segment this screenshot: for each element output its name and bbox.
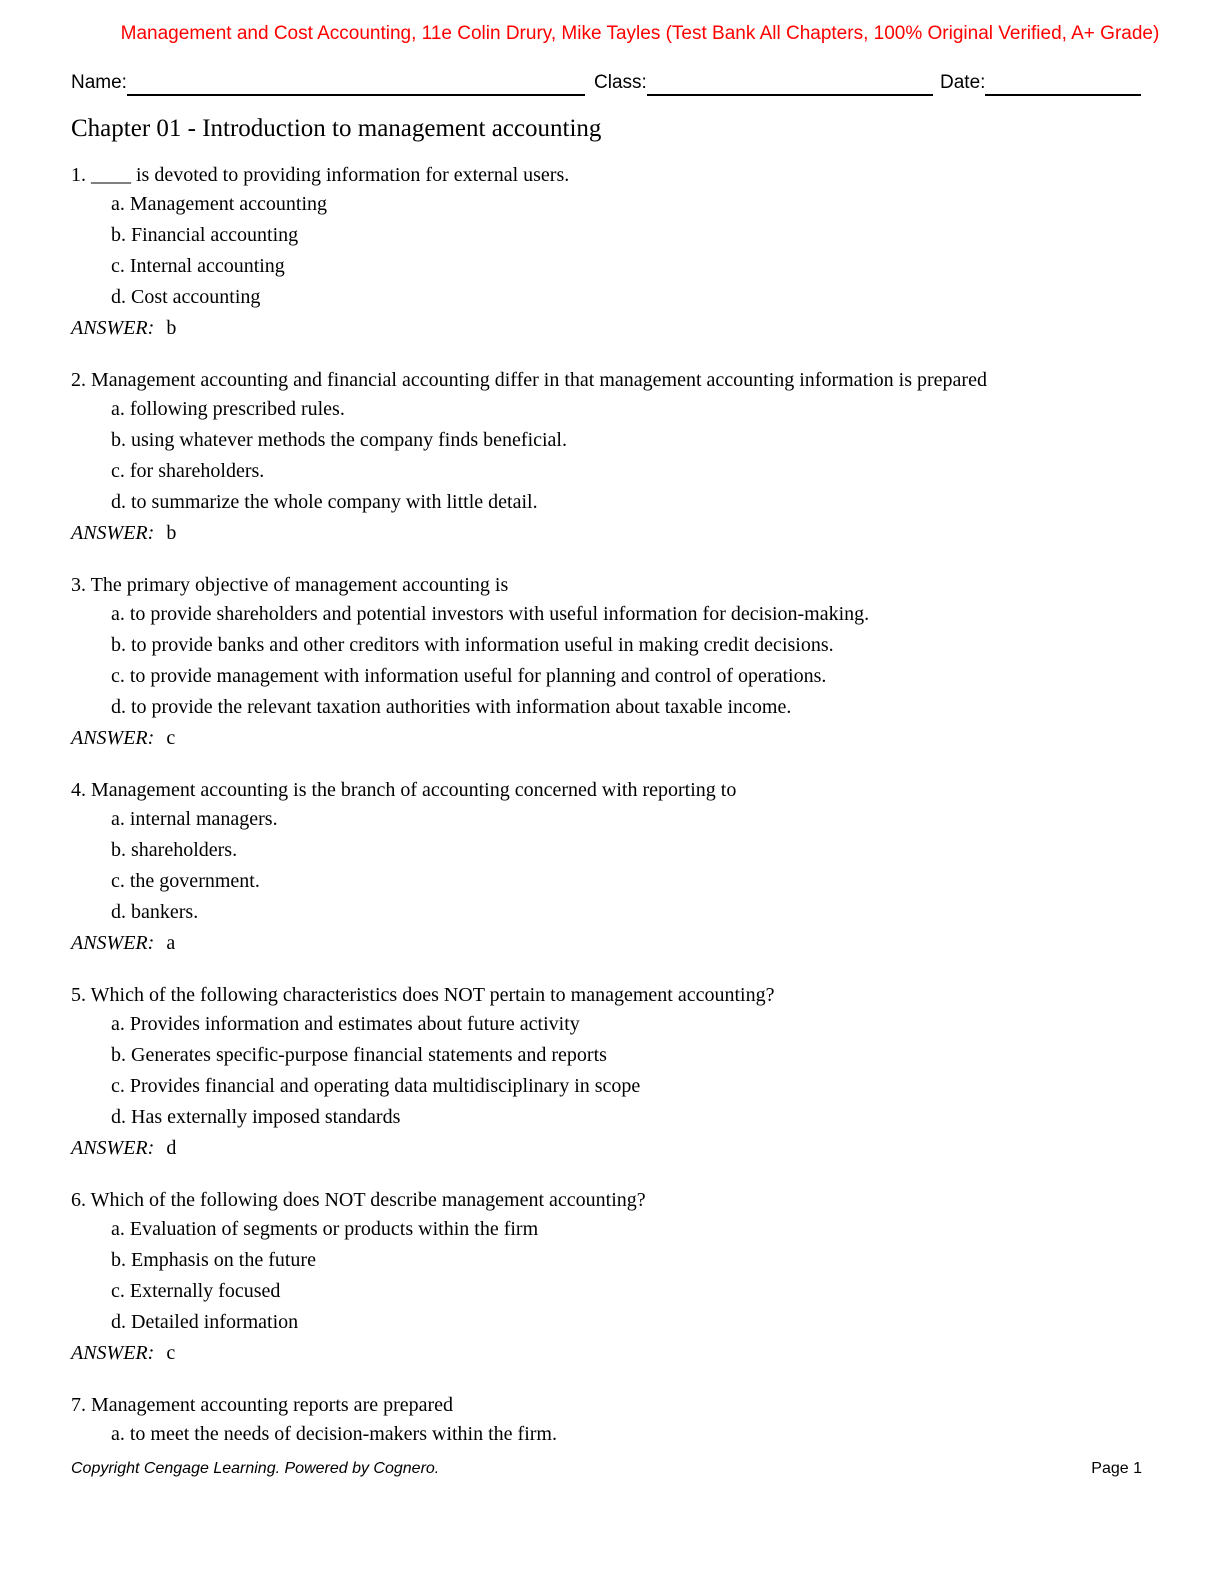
question-stem: 7. Management accounting reports are prepared bbox=[71, 1394, 454, 1416]
answer-option: b. to provide banks and other creditors with information useful in making credit decisions. bbox=[111, 634, 834, 656]
answer-label: ANSWER: bbox=[71, 1342, 155, 1364]
answer-option: c. Externally focused bbox=[111, 1280, 281, 1302]
answer-value: b bbox=[166, 317, 177, 339]
date-label: Date: bbox=[940, 72, 986, 93]
answer-option: a. Evaluation of segments or products within the firm bbox=[111, 1218, 539, 1240]
answer-option: c. to provide management with information useful for planning and control of operations. bbox=[111, 665, 827, 687]
answer-label: ANSWER: bbox=[71, 1137, 155, 1159]
question-stem: 1. ____ is devoted to providing information for external users. bbox=[71, 164, 570, 186]
question-7 bbox=[71, 1391, 1151, 1450]
answer-label: ANSWER: bbox=[71, 727, 155, 749]
answer-option: c. Provides financial and operating data multidisciplinary in scope bbox=[111, 1075, 641, 1097]
answer-option: d. Has externally imposed standards bbox=[111, 1106, 401, 1128]
question-3 bbox=[71, 571, 1151, 754]
date-blank-line bbox=[985, 70, 1141, 96]
answer-option: b. Emphasis on the future bbox=[111, 1249, 316, 1271]
class-blank-line bbox=[647, 70, 933, 96]
answer-option: a. to meet the needs of decision-makers within the firm. bbox=[111, 1423, 557, 1445]
answer-option: a. following prescribed rules. bbox=[111, 398, 345, 420]
answer-key bbox=[71, 723, 1151, 754]
answer-key bbox=[71, 1338, 1151, 1369]
answer-label: ANSWER: bbox=[71, 932, 155, 954]
answer-key bbox=[71, 1133, 1151, 1164]
answer-key bbox=[71, 313, 1151, 344]
answer-option: d. Detailed information bbox=[111, 1311, 299, 1333]
question-5 bbox=[71, 981, 1151, 1164]
answer-option: c. Internal accounting bbox=[111, 255, 285, 277]
question-stem: 6. Which of the following does NOT describe management accounting? bbox=[71, 1189, 646, 1211]
name-field bbox=[71, 70, 585, 96]
answer-key bbox=[71, 518, 1151, 549]
student-info-header bbox=[71, 70, 1143, 98]
answer-option: c. the government. bbox=[111, 870, 260, 892]
answer-value: b bbox=[166, 522, 177, 544]
question-stem: 2. Management accounting and financial accounting differ in that management accounting information is prepared bbox=[71, 369, 987, 391]
answer-value: c bbox=[166, 1342, 176, 1364]
answer-option: a. to provide shareholders and potential investors with useful information for decision-making. bbox=[111, 603, 870, 625]
answer-label: ANSWER: bbox=[71, 522, 155, 544]
answer-option: d. to provide the relevant taxation authorities with information about taxable income. bbox=[111, 696, 792, 718]
question-list bbox=[71, 161, 1151, 1472]
answer-value: c bbox=[166, 727, 176, 749]
answer-value: a bbox=[166, 932, 176, 954]
answer-option: a. Management accounting bbox=[111, 193, 328, 215]
question-2 bbox=[71, 366, 1151, 549]
name-blank-line bbox=[127, 70, 585, 96]
date-field bbox=[940, 70, 1141, 96]
answer-option: d. Cost accounting bbox=[111, 286, 261, 308]
answer-option: c. for shareholders. bbox=[111, 460, 265, 482]
question-stem: 4. Management accounting is the branch of accounting concerned with reporting to bbox=[71, 779, 737, 801]
class-label: Class: bbox=[594, 72, 647, 93]
answer-option: b. shareholders. bbox=[111, 839, 238, 861]
question-stem: 5. Which of the following characteristics does NOT pertain to management accounting? bbox=[71, 984, 775, 1006]
answer-option: b. using whatever methods the company finds beneficial. bbox=[111, 429, 567, 451]
name-label: Name: bbox=[71, 72, 127, 93]
question-6 bbox=[71, 1186, 1151, 1369]
question-1 bbox=[71, 161, 1151, 344]
answer-option: a. Provides information and estimates about future activity bbox=[111, 1013, 580, 1035]
answer-label: ANSWER: bbox=[71, 317, 155, 339]
answer-option: a. internal managers. bbox=[111, 808, 278, 830]
answer-key bbox=[71, 928, 1151, 959]
chapter-title: Chapter 01 - Introduction to management accounting bbox=[71, 115, 602, 142]
copyright-footer: Copyright Cengage Learning. Powered by Cognero. bbox=[71, 1460, 440, 1477]
answer-option: b. Financial accounting bbox=[111, 224, 299, 246]
page-number: Page 1 bbox=[1091, 1460, 1142, 1477]
answer-option: d. to summarize the whole company with little detail. bbox=[111, 491, 538, 513]
test-bank-banner: Management and Cost Accounting, 11e Colin Drury, Mike Tayles (Test Bank All Chapters, 100% Original Verified, A+ Grade) bbox=[120, 23, 1160, 44]
question-stem: 3. The primary objective of management accounting is bbox=[71, 574, 509, 596]
answer-value: d bbox=[166, 1137, 177, 1159]
question-4 bbox=[71, 776, 1151, 959]
class-field bbox=[594, 70, 933, 96]
answer-option: b. Generates specific-purpose financial statements and reports bbox=[111, 1044, 607, 1066]
answer-option: d. bankers. bbox=[111, 901, 199, 923]
